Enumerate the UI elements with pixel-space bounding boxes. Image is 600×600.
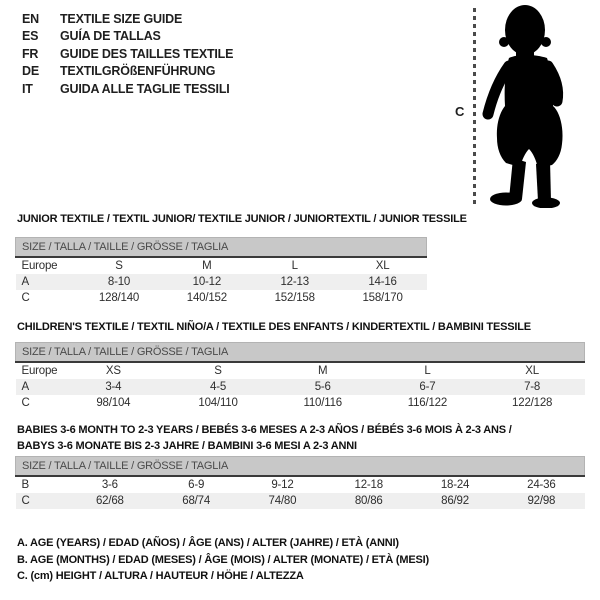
language-row [22,46,233,63]
table-row [16,290,427,306]
table-cell: 68/74 [182,495,211,507]
table-cell: 3-4 [105,381,122,393]
language-code: FR [22,46,39,61]
language-row [22,81,233,98]
babies-table-title [17,423,512,454]
language-list [22,11,233,98]
table-cell: 3-6 [101,479,118,491]
language-row [22,28,233,45]
table-row [16,379,585,395]
children-table-title [17,320,531,336]
table-cell: 116/122 [407,397,448,409]
row-label-cell: C [21,397,30,409]
table-cell: 10-12 [192,276,222,288]
table-cell: 12-18 [354,479,383,491]
table-row [16,257,427,274]
table-cell: 7-8 [524,381,541,393]
table-cell: 128/140 [98,292,140,304]
table-row [16,395,585,411]
babies-size-table [15,456,585,509]
table-row [16,493,585,509]
table-cell: 110/116 [303,397,342,409]
table-title-line: JUNIOR TEXTILE / TEXTIL JUNIOR/ TEXTILE JUNIOR / JUNIORTEXTIL / JUNIOR TESSILE [17,213,467,225]
table-cell: 4-5 [210,381,227,393]
toddler-silhouette-icon [478,2,590,208]
size-table-header: SIZE / TALLA / TAILLE / GRÖSSE / TAGLIA [16,238,427,258]
row-label-cell: Europe [21,365,58,377]
table-cell: 98/104 [96,397,131,409]
junior-table-title [17,212,467,228]
table-cell: 14-16 [368,276,397,288]
table-cell: XL [525,365,539,377]
table-cell: 12-13 [280,276,309,288]
table-cell: 18-24 [440,479,470,491]
table-cell: 6-9 [188,479,205,491]
row-label-cell: A [21,276,29,288]
table-cell: 86/92 [441,495,469,507]
row-label-cell: C [21,292,30,304]
language-code: IT [22,81,33,96]
height-dashed-line [473,8,476,206]
table-cell: 104/110 [198,397,238,409]
footnote: C. (cm) HEIGHT / ALTURA / HAUTEUR / HÖHE / ALTEZZA [17,570,304,582]
language-label: TEXTILE SIZE GUIDE [60,12,183,26]
row-label-cell: C [21,495,30,507]
footnote: A. AGE (YEARS) / EDAD (AÑOS) / ÂGE (ANS) / ALTER (JAHRE) / ETÀ (ANNI) [17,537,399,549]
junior-size-table [15,237,427,306]
table-cell: 24-36 [527,479,556,491]
language-row [22,63,233,80]
table-title-line: BABIES 3-6 MONTH TO 2-3 YEARS / BEBÉS 3-6 MESES A 2-3 AÑOS / BÉBÉS 3-6 MOIS À 2-3 ANS / [17,424,512,436]
table-cell: 6-7 [419,381,436,393]
table-cell: 158/170 [362,292,403,304]
size-table-header: SIZE / TALLA / TAILLE / GRÖSSE / TAGLIA [16,343,585,363]
table-cell: 122/128 [512,397,553,409]
size-table-header: SIZE / TALLA / TAILLE / GRÖSSE / TAGLIA [16,457,585,477]
row-label-cell: Europe [21,260,58,272]
language-code: DE [22,64,39,79]
table-cell: L [424,365,431,377]
children-size-table [15,342,585,411]
table-cell: M [318,365,328,377]
language-label: TEXTILGRÖßENFÜHRUNG [60,64,216,79]
row-label-cell: B [21,479,29,491]
table-cell: 9-12 [271,479,294,491]
table-row [16,476,585,493]
table-row [16,362,585,379]
table-cell: 92/98 [527,495,556,507]
table-cell: 62/68 [95,495,124,507]
height-label-c: C [455,104,465,119]
table-title-line: CHILDREN'S TEXTILE / TEXTIL NIÑO/A / TEXTILE DES ENFANTS / KINDERTEXTIL / BAMBINI TESSILE [17,321,531,333]
language-label: GUIDA ALLE TAGLIE TESSILI [60,81,230,96]
language-code: EN [22,12,39,26]
language-row [22,11,233,28]
table-cell: M [202,260,212,272]
footnote: B. AGE (MONTHS) / EDAD (MESES) / ÂGE (MOIS) / ALTER (MONATE) / ETÀ (MESI) [17,553,429,566]
language-label: GUIDE DES TAILLES TEXTILE [60,46,234,61]
language-label: GUÍA DE TALLAS [60,29,161,44]
table-cell: 140/152 [186,292,227,304]
table-cell: L [291,260,298,272]
table-cell: XS [105,365,121,377]
table-cell: 152/158 [274,292,315,304]
table-title-line: BABYS 3-6 MONATE BIS 2-3 JAHRE / BAMBINI 3-6 MESI A 2-3 ANNI [17,439,357,452]
language-code: ES [22,29,39,44]
table-cell: 74/80 [268,495,297,507]
table-cell: XL [375,260,390,272]
table-cell: S [115,260,123,272]
table-cell: S [214,365,222,377]
table-row [16,274,427,290]
table-cell: 8-10 [107,276,131,288]
table-cell: 80/86 [354,495,383,507]
table-cell: 5-6 [314,381,331,393]
legend-notes [17,535,429,585]
row-label-cell: A [21,381,29,393]
